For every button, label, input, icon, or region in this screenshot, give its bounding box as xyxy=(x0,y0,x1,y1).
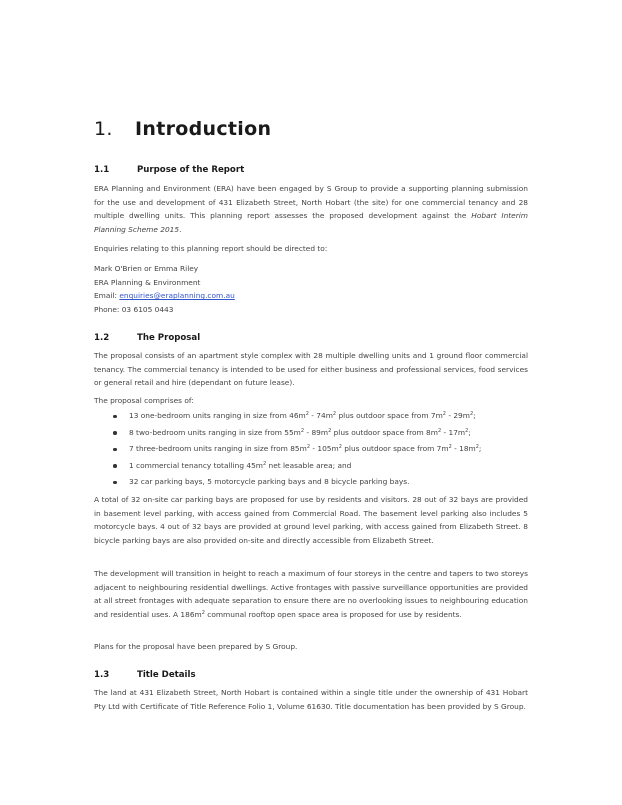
page-heading xyxy=(94,118,271,140)
contact-block xyxy=(94,262,528,316)
development-paragraph: The development will transition in height to reach a maximum of four storeys in the centre and tapers to two storeys adjacent to neighbouring residential dwellings. Active frontages with passive surveillance opportunities are provided at all street frontages with adequate separation to ensure there are no overlooking issues to neighbouring education and residential uses. A $186m^2$ communal rooftop open space area is proposed for use by residents. xyxy=(94,569,528,619)
contact-email-line: Email: enquiries@eraplanning.com.au xyxy=(94,291,235,301)
list-item: 7 three-bedroom units ranging in size from $85m^2 - 105m^2$ plus outdoor space from $7m^2 - 18m^2$; xyxy=(112,441,532,458)
section-number: 1.3 xyxy=(94,670,110,680)
proposal-paragraph: The proposal consists of an apartment style complex with 28 multiple dwelling units and 1 ground floor commercial tenancy. The commercial tenancy is intended to be used for either business and professional services, food services or general retail and hire (dependant on future lease). xyxy=(94,351,528,388)
list-item: 8 two-bedroom units ranging in size from $55m^2 - 89m^2$ plus outdoor space from $8m^2 - 17m^2$; xyxy=(112,425,532,442)
section-heading-1-1 xyxy=(94,165,244,175)
title-details-paragraph: The land at 431 Elizabeth Street, North Hobart is contained within a single title under the ownership of 431 Hobart Pty Ltd with Certificate of Title Reference Folio 1, Volume 61630. Title documentation has been provided by S Group. xyxy=(94,688,528,711)
plans-paragraph: Plans for the proposal have been prepared by S Group. xyxy=(94,642,298,651)
email-link[interactable]: enquiries@eraplanning.com.au xyxy=(119,291,235,301)
section-heading-1-3 xyxy=(94,670,196,680)
scheme-name: Hobart Interim Planning Scheme 2015 xyxy=(94,211,529,234)
heading-title: Introduction xyxy=(135,118,272,140)
section-title: Purpose of the Report xyxy=(137,165,245,175)
heading-number: 1. xyxy=(94,118,113,140)
section-number: 1.2 xyxy=(94,333,110,343)
proposal-list xyxy=(112,408,532,491)
contact-name: Mark O'Brien or Emma Riley xyxy=(94,264,199,273)
enquiries-paragraph: Enquiries relating to this planning report should be directed to: xyxy=(94,244,328,253)
parking-paragraph: A total of 32 on-site car parking bays are proposed for use by residents and visitors. 28 out of 32 bays are provided in basement level parking, with access gained from Commercial Road. The basement level parking also includes 5 motorcycle bays. 4 out of 32 bays are provided at ground level parking, with access gained from Elizabeth Street. 8 bicycle parking bays are also provided on-site and directly accessible from Elizabeth Street. xyxy=(94,495,528,545)
section-number: 1.1 xyxy=(94,165,110,175)
list-item: 1 commercial tenancy totalling $45m^2$ net leasable area; and xyxy=(112,458,532,475)
comprises-paragraph: The proposal comprises of: xyxy=(94,396,194,405)
section-title: Title Details xyxy=(137,670,196,680)
list-item: 32 car parking bays, 5 motorcycle parking bays and 8 bicycle parking bays. xyxy=(112,474,532,491)
section-title: The Proposal xyxy=(137,333,201,343)
contact-org: ERA Planning & Environment xyxy=(94,277,201,287)
contact-phone: Phone: 03 6105 0443 xyxy=(94,304,174,314)
purpose-paragraph: ERA Planning and Environment (ERA) have been engaged by S Group to provide a supporting planning submission for the use and development of 431 Elizabeth Street, North Hobart (the site) for one commercial tenancy and 28 multiple dwelling units. This planning report assesses the proposed development against the Hobart Interim Planning Scheme 2015. xyxy=(94,184,529,234)
section-heading-1-2 xyxy=(94,333,200,343)
list-item: 13 one-bedroom units ranging in size from $46m^2 - 74m^2$ plus outdoor space from $7m^2 - 29m^2$; xyxy=(112,408,532,425)
